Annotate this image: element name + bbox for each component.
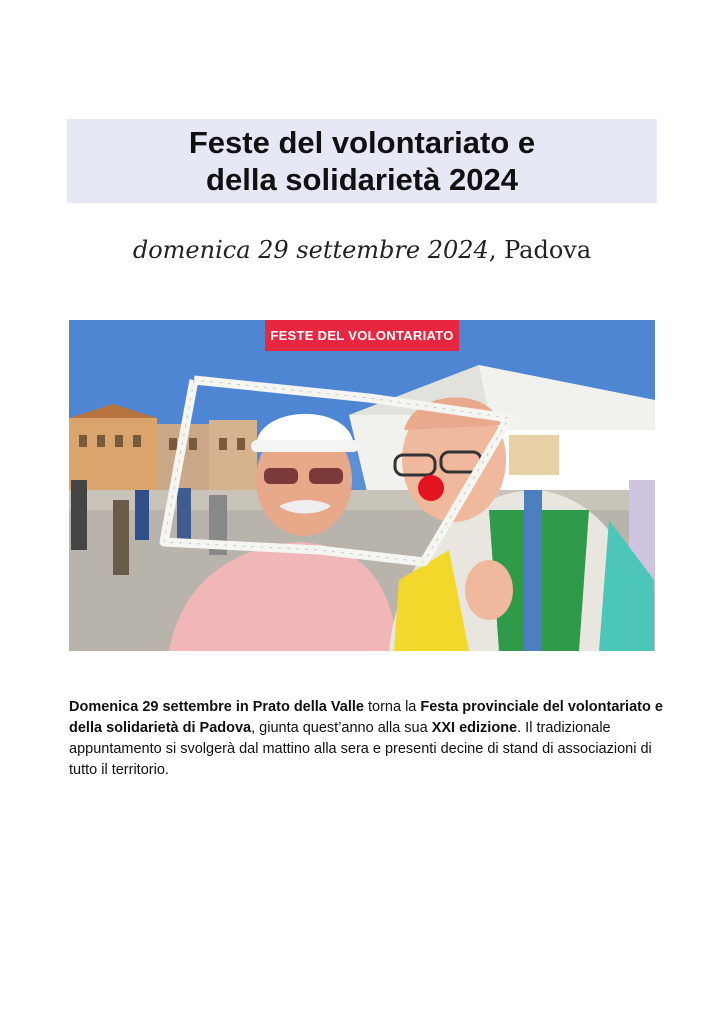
- body-bold-date-place: Domenica 29 settembre in Prato della Valle: [69, 699, 364, 715]
- subtitle-date: domenica 29 settembre 2024: [132, 236, 489, 264]
- body-text-1: torna la: [363, 699, 421, 715]
- event-photo: [69, 320, 655, 651]
- body-text-2: , giunta quest’anno alla sua: [251, 720, 432, 736]
- body-text-3: . Il tradizionale appuntamento si svolgerà dal mattino alla sera e presenti decine di stand di associazioni di tutto il territorio.: [69, 720, 652, 778]
- title-line-2: della solidarietà 2024: [206, 162, 518, 197]
- body-bold-edizione: XXI edizione: [431, 720, 518, 736]
- body-paragraph: [69, 697, 669, 781]
- title-box: [67, 119, 657, 203]
- body-bold-festa: Festa provinciale del volontariato e della solidarietà di Padova: [69, 699, 663, 736]
- title-line-1: Feste del volontariato e: [188, 125, 536, 160]
- subtitle-place: , Padova: [488, 236, 592, 264]
- subtitle: [0, 236, 724, 264]
- photo-illustration: [69, 320, 655, 651]
- photo-banner: FESTE DEL VOLONTARIATO: [265, 320, 459, 351]
